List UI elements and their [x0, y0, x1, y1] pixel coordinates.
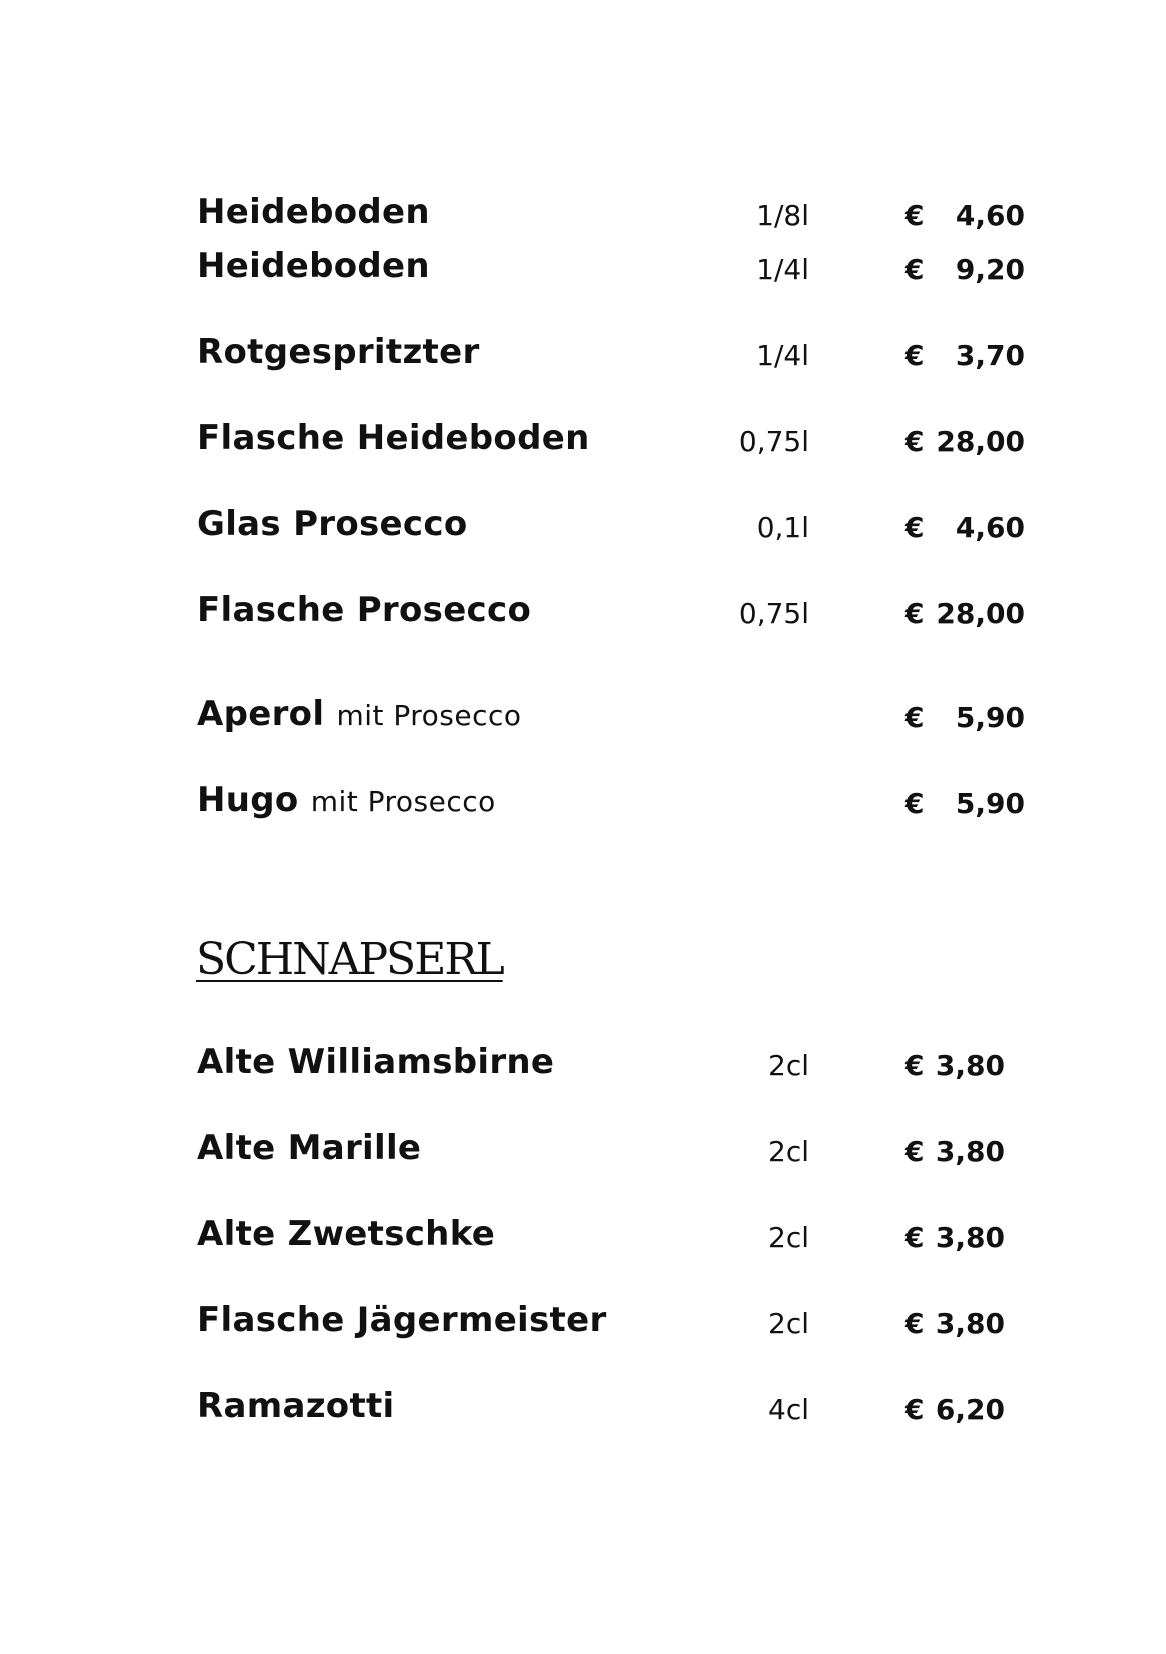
item-volume: 2cl	[768, 1135, 809, 1168]
currency-symbol: €	[905, 339, 925, 372]
item-name	[197, 780, 496, 820]
item-name: Flasche Prosecco	[197, 590, 532, 630]
item-price: 3,80	[935, 1307, 1005, 1340]
currency-symbol: €	[905, 425, 925, 458]
item-volume: 1/4l	[756, 253, 809, 286]
item-name: Ramazotti	[197, 1386, 395, 1426]
item-name: Alte Williamsbirne	[197, 1042, 555, 1082]
item-name: Heideboden	[197, 246, 430, 286]
currency-symbol: €	[905, 1135, 925, 1168]
menu-item-row	[197, 332, 1037, 380]
menu-item-row	[197, 1386, 1037, 1434]
item-price: 9,20	[955, 253, 1025, 286]
item-price: 3,70	[955, 339, 1025, 372]
currency-symbol: €	[905, 511, 925, 544]
item-name: Rotgespritzter	[197, 332, 480, 372]
item-price: 6,20	[935, 1393, 1005, 1426]
currency-symbol: €	[905, 1393, 925, 1426]
item-volume: 2cl	[768, 1307, 809, 1340]
currency-symbol: €	[905, 597, 925, 630]
item-name: Flasche Jägermeister	[197, 1300, 607, 1340]
currency-symbol: €	[905, 1049, 925, 1082]
menu-item-row	[197, 780, 1037, 828]
item-volume: 0,75l	[738, 597, 809, 630]
item-volume: 1/8l	[756, 199, 809, 232]
item-name: Glas Prosecco	[197, 504, 468, 544]
menu-item-row	[197, 504, 1037, 552]
item-name: Flasche Heideboden	[197, 418, 590, 458]
item-price: 4,60	[955, 199, 1025, 232]
menu-item-row	[197, 192, 1037, 240]
currency-symbol: €	[905, 1307, 925, 1340]
item-name: Alte Marille	[197, 1128, 422, 1168]
item-name-main: Hugo	[197, 780, 299, 820]
item-price: 3,80	[935, 1135, 1005, 1168]
item-price: 28,00	[936, 425, 1025, 458]
item-name-suffix: mit Prosecco	[310, 785, 496, 818]
item-price: 28,00	[936, 597, 1025, 630]
menu-item-row	[197, 1042, 1037, 1090]
item-name: Heideboden	[197, 192, 430, 232]
item-volume: 0,75l	[738, 425, 809, 458]
menu-item-row	[197, 1300, 1037, 1348]
item-price: 4,60	[955, 511, 1025, 544]
item-volume: 1/4l	[756, 339, 809, 372]
menu-item-row	[197, 418, 1037, 466]
item-volume: 2cl	[768, 1221, 809, 1254]
item-volume: 0,1l	[756, 511, 809, 544]
item-volume: 2cl	[768, 1049, 809, 1082]
currency-symbol: €	[905, 787, 925, 820]
currency-symbol: €	[905, 1221, 925, 1254]
item-price: 3,80	[935, 1221, 1005, 1254]
currency-symbol: €	[905, 199, 925, 232]
menu-item-row	[197, 1214, 1037, 1262]
menu-item-row	[197, 590, 1037, 638]
item-price: 3,80	[935, 1049, 1005, 1082]
item-price: 5,90	[955, 787, 1025, 820]
section-title-schnapserl: SCHNAPSERL	[196, 934, 503, 985]
item-name-main: Aperol	[197, 694, 325, 734]
item-name: Alte Zwetschke	[197, 1214, 496, 1254]
item-price: 5,90	[955, 701, 1025, 734]
item-volume: 4cl	[768, 1393, 809, 1426]
menu-item-row	[197, 246, 1037, 294]
menu-item-row	[197, 1128, 1037, 1176]
item-name	[197, 694, 522, 734]
menu-item-row	[197, 694, 1037, 742]
currency-symbol: €	[905, 253, 925, 286]
item-name-suffix: mit Prosecco	[336, 699, 522, 732]
currency-symbol: €	[905, 701, 925, 734]
